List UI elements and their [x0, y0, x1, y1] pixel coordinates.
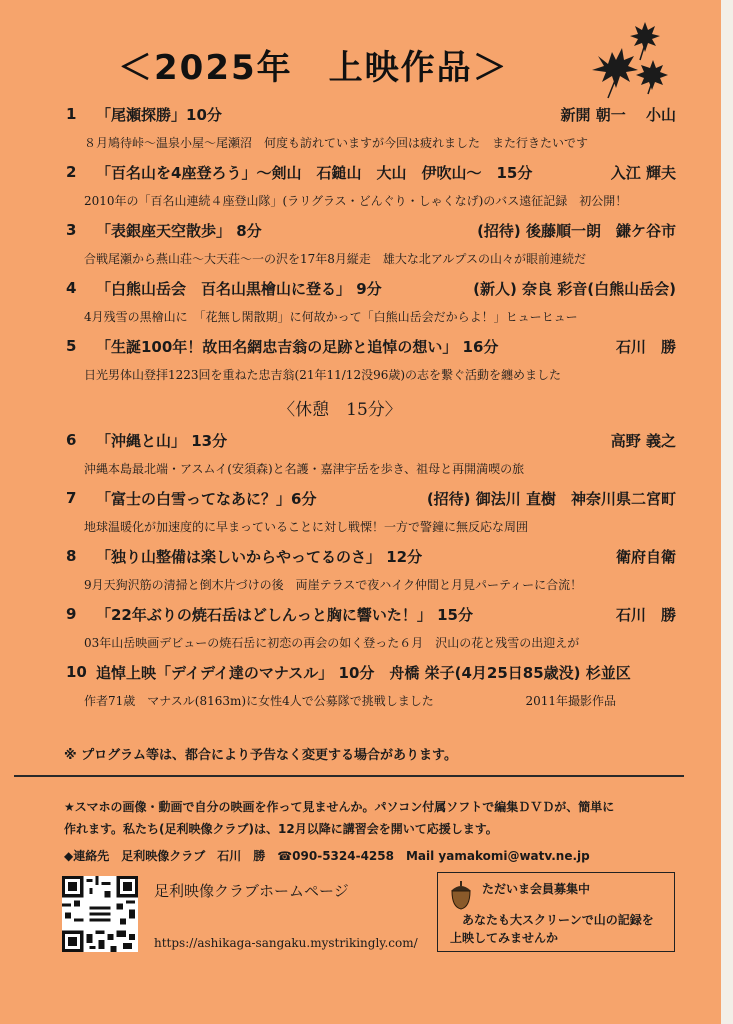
program-item — [60, 161, 680, 219]
maple-leaves-icon — [578, 22, 673, 102]
item-number: 2 — [66, 163, 77, 181]
item-title: 「百名山を4座登ろう」～剣山 石鎚山 大山 伊吹山～ 15分 — [96, 164, 533, 182]
item-description: 地球温暖化が加速度的に早まっていることに対し戦慄！一方で警鐘に無反応な周囲 — [84, 520, 529, 534]
item-presenter: 石川 勝 — [615, 606, 676, 624]
item-presenter: (招待) 御法川 直樹 神奈川県二宮町 — [426, 490, 676, 508]
item-title: 追悼上映「デイデイ達のマナスル」 10分 舟橋 栄子(4月25日85歳没) 杉並区 — [96, 664, 631, 682]
page-title: ＜2025年 上映作品＞ — [118, 48, 509, 88]
item-title: 「富士の白雪ってなあに？」6分 — [96, 490, 317, 508]
acorn-icon — [446, 879, 476, 911]
program-item — [60, 103, 680, 161]
item-title: 「白熊山岳会 百名山黒檜山に登る」 9分 — [96, 280, 382, 298]
member-line: 上映してみませんか — [450, 931, 559, 945]
contact-info: ◆連絡先 足利映像クラブ 石川 勝 ☎090-5324-4258 Mail yamakomi@watv.ne.jp — [64, 849, 590, 863]
item-description: 沖縄本島最北端・アスムイ(安須森)と名護・嘉津宇岳を歩き、祖母と再開満喫の旅 — [84, 462, 525, 476]
item-number: 9 — [66, 605, 77, 623]
item-number: 3 — [66, 221, 77, 239]
intermission-label: 〈休憩 15分〉 — [278, 400, 402, 420]
item-title: 「尾瀬探勝」10分 — [96, 106, 222, 124]
item-presenter: (招待) 後藤順一朗 鎌ケ谷市 — [477, 222, 676, 240]
intermission — [60, 393, 680, 429]
paper-edge — [721, 0, 733, 1024]
item-description: 日光男体山登拝1223回を重ねた忠吉翁(21年11/12没96歳)の志を繋ぐ活動を纏めました — [84, 368, 562, 382]
program-item — [60, 545, 680, 603]
member-message — [450, 911, 654, 947]
item-title: 「表銀座天空散歩」 8分 — [96, 222, 262, 240]
item-description: 2010年の「百名山連続４座登山隊」(ラリグラス・どんぐり・しゃくなげ)のバス遠征記録 初公開！ — [84, 194, 628, 208]
item-presenter: 入江 輝夫 — [610, 164, 676, 182]
item-title: 「沖縄と山」 13分 — [96, 432, 228, 450]
item-title: 「独り山整備は楽しいからやってるのさ」 12分 — [96, 548, 423, 566]
item-presenter: 石川 勝 — [615, 338, 676, 356]
item-title: 「22年ぶりの焼石岳はどしんっと胸に響いた！」 15分 — [96, 606, 473, 624]
program-item — [60, 429, 680, 487]
item-number: 10 — [66, 663, 87, 681]
member-heading: ただいま会員募集中 — [482, 882, 591, 896]
program-item — [60, 219, 680, 277]
item-number: 7 — [66, 489, 77, 507]
member-line: あなたも大スクリーンで山の記録を — [462, 913, 654, 927]
item-title: 「生誕100年！故田名網忠吉翁の足跡と追悼の想い」 16分 — [96, 338, 499, 356]
item-presenter: 高野 義之 — [610, 432, 676, 450]
homepage-title: 足利映像クラブホームページ — [154, 882, 349, 900]
item-description: 4月残雪の黒檜山に 「花無し閑散期」に何故かって「白熊山岳会だからよ！」ヒューヒュー — [84, 310, 578, 324]
item-description: 合戦尾瀬から燕山荘～大天荘～一の沢を17年8月縦走 雄大な北アルプスの山々が眼前連続だ — [84, 252, 586, 266]
program-item — [60, 335, 680, 393]
program-item — [60, 487, 680, 545]
program-item — [60, 277, 680, 335]
divider — [14, 775, 684, 777]
item-description: 03年山岳映画デビューの焼石岳に初恋の再会の如く登った６月 沢山の花と残雪の出迎えが — [84, 636, 580, 650]
item-description: ８月鳩待峠～温泉小屋～尾瀬沼 何度も訪れていますが今回は疲れました また行きたいです — [84, 136, 589, 150]
item-presenter: (新人) 奈良 彩音(白熊山岳会) — [473, 280, 676, 298]
item-presenter: 衛府自衛 — [615, 548, 676, 566]
item-number: 4 — [66, 279, 77, 297]
item-number: 1 — [66, 105, 77, 123]
program-item — [60, 603, 680, 661]
item-extra-note: 2011年撮影作品 — [525, 694, 616, 708]
program-list — [60, 103, 680, 719]
promo-text — [64, 796, 684, 840]
item-description: 作者71歳 マナスル(8163m)に女性4人で公募隊で挑戦しました — [84, 694, 434, 708]
change-notice: ※ プログラム等は、都合により予告なく変更する場合があります。 — [64, 748, 457, 763]
item-number: 6 — [66, 431, 77, 449]
homepage-url[interactable]: https://ashikaga-sangaku.mystrikingly.com/ — [154, 936, 418, 950]
item-number: 8 — [66, 547, 77, 565]
qr-code-icon — [62, 876, 138, 952]
item-number: 5 — [66, 337, 77, 355]
item-presenter: 新開 朝一 小山 — [560, 106, 676, 124]
promo-line: ★スマホの画像・動画で自分の映画を作って見ませんか。パソコン付属ソフトで編集ＤＶＤが、簡単に — [64, 800, 615, 814]
program-item — [60, 661, 680, 719]
item-description: 9月天狗沢筋の清掃と倒木片づけの後 両崖テラスで夜ハイク仲間と月見パーティーに合流！ — [84, 578, 583, 592]
member-recruit-box — [437, 872, 675, 952]
promo-line: 作れます。私たち(足利映像クラブ)は、12月以降に講習会を開いて応援します。 — [64, 822, 498, 836]
